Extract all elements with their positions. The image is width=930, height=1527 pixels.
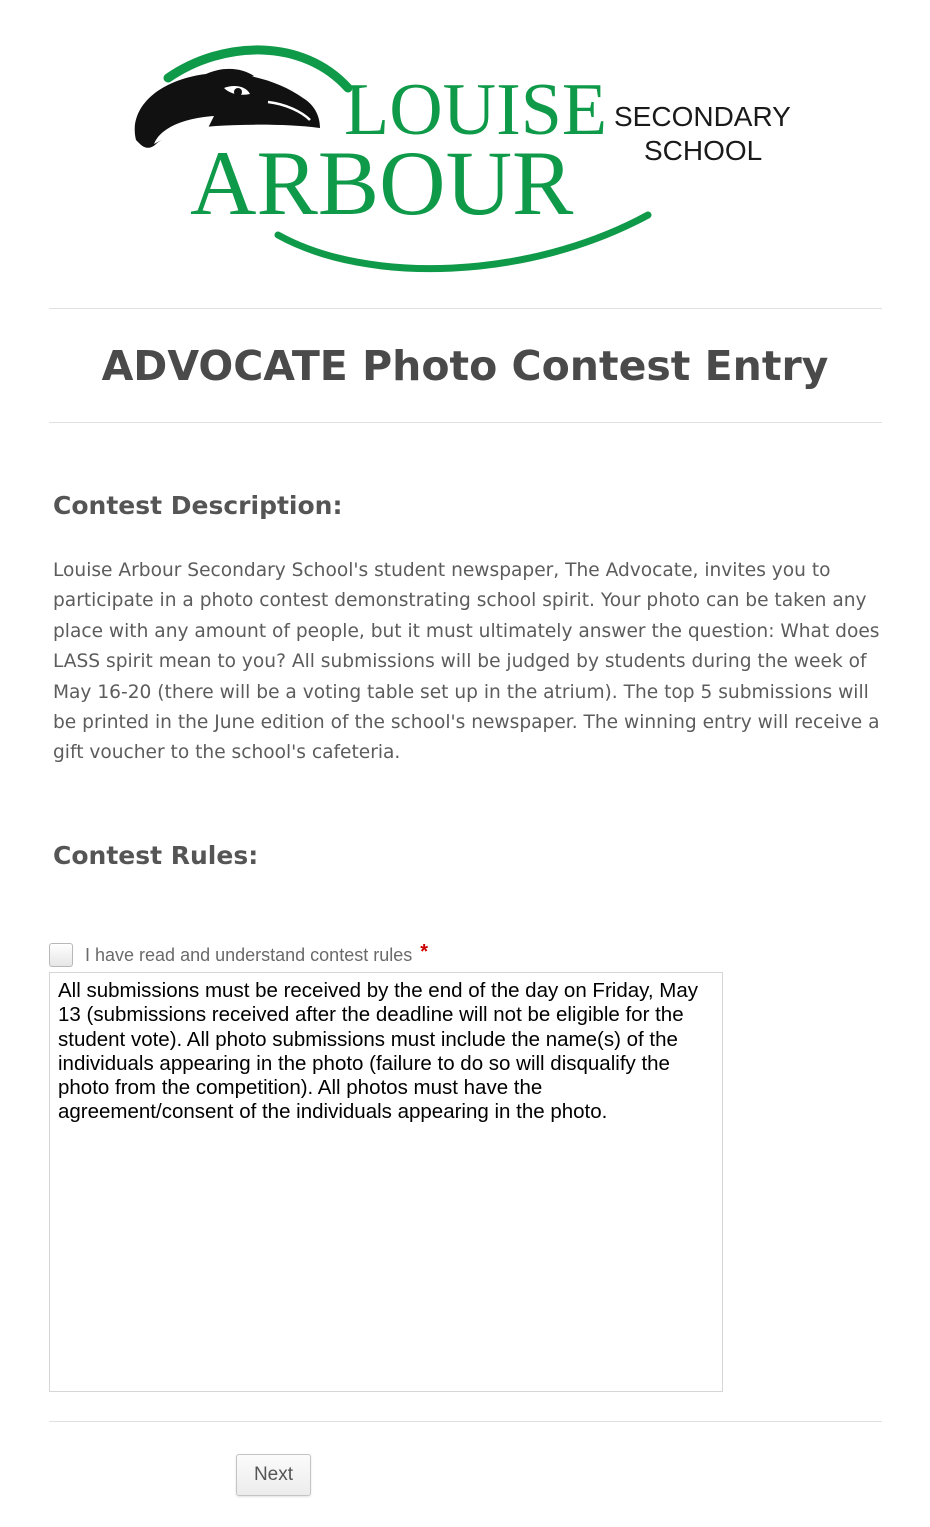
footer-divider — [49, 1421, 882, 1422]
next-button[interactable]: Next — [236, 1454, 311, 1496]
contest-rules-heading: Contest Rules: — [53, 841, 259, 870]
logo-secondary-text: SECONDARY — [614, 101, 791, 132]
logo-arbour-text: ARBOUR — [190, 132, 574, 234]
header-divider-top — [49, 308, 882, 309]
rules-agreement-label[interactable]: I have read and understand contest rules — [85, 944, 413, 965]
logo-louise-text: LOUISE — [344, 69, 608, 151]
school-logo — [128, 40, 808, 280]
page-title: ADVOCATE Photo Contest Entry — [101, 342, 829, 390]
rules-agreement-field — [49, 940, 428, 970]
contest-description-heading: Contest Description: — [53, 491, 343, 520]
contest-rules-textbox[interactable]: All submissions must be received by the end of the day on Friday, May 13 (submissions received after the deadline will not be eligible for the student vote). All photo submissions must include the name(s) of the individuals appearing in the photo (failure to do so will disqualify the photo from the competition). All photos must have the agreement/consent of the individuals appearing in the photo. — [49, 972, 723, 1392]
logo-school-text: SCHOOL — [644, 135, 763, 166]
rules-agreement-checkbox[interactable] — [49, 943, 73, 967]
contest-description-text: Louise Arbour Secondary School's student newspaper, The Advocate, invites you to participate in a photo contest demonstrating school spirit. Your photo can be taken any place with any amount of people, but it must ultimately answer the question: What does LASS spirit mean to you? All submissions will be judged by students during the week of May 16-20 (there will be a voting table set up in the atrium). The top 5 submissions will be printed in the June edition of the school's newspaper. The winning entry will receive a gift voucher to the school's cafeteria. — [53, 560, 880, 764]
header-divider-bottom — [49, 422, 882, 423]
required-indicator: * — [420, 940, 429, 963]
